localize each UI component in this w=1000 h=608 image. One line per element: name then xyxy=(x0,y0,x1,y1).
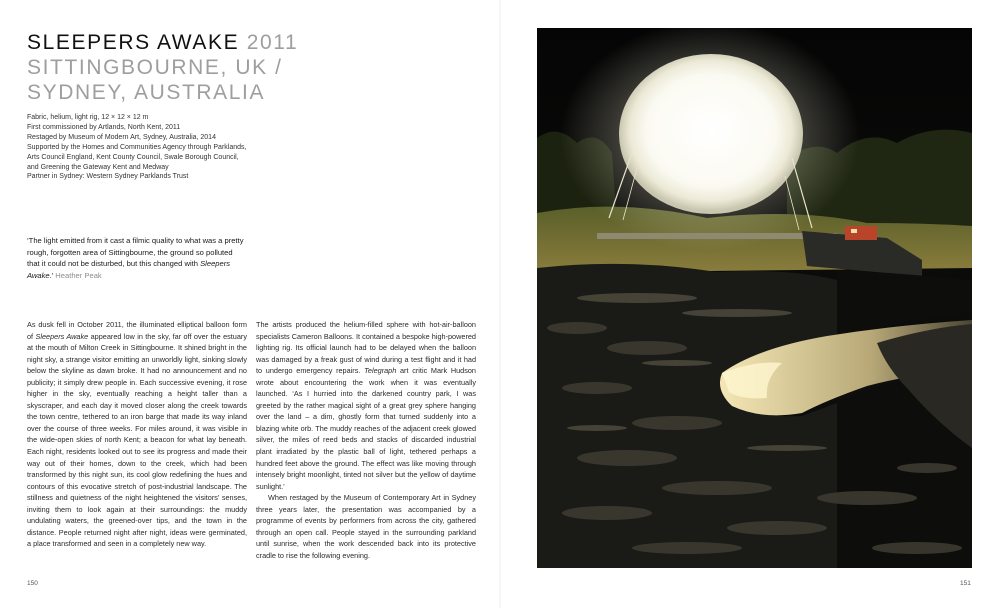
quote-closing: .’ xyxy=(49,270,54,280)
night-balloon-photo xyxy=(537,28,972,568)
body-text: art critic Mark Hudson wrote about encountering the work when it was eventually launched. ‘As I hurried into the darkened country park, I was greeted by the rather magical sight of a great grey sphere hanging over the land – a dim, ghostly form that turned suddenly into a blazing white orb. The muddy reaches of the adjacent creek glowed silver, the miles of reed beds and stacks of discarded industrial plant irradiated by the plastic ball of light, tethered perhaps a hundred feet above the ground. The effect was like moving through intensely bright moonlight, tinted not silver but the yellow of daytime sunlight.’ xyxy=(256,366,476,491)
bridge-deck xyxy=(597,233,837,239)
detail-line: and Greening the Gateway Kent and Medway xyxy=(27,163,169,171)
glowing-balloon xyxy=(619,54,803,214)
quote-text: ‘The light emitted from it cast a filmic quality to what was a pretty rough, forgotten area of Sittingbourne, the ground so polluted that it could not be disturbed, but this changed with xyxy=(27,236,244,269)
photograph xyxy=(537,28,972,568)
pull-quote xyxy=(27,235,247,281)
location-line-2: SYDNEY, AUSTRALIA xyxy=(27,81,266,104)
work-details xyxy=(27,113,357,182)
body-paragraph xyxy=(256,319,476,492)
cabin-window xyxy=(851,229,857,233)
detail-line: Partner in Sydney: Western Sydney Parklands Trust xyxy=(27,173,189,181)
body-paragraph xyxy=(27,319,247,550)
detail-line: Arts Council England, Kent County Council, Swale Borough Council, xyxy=(27,153,239,161)
body-paragraph: When restaged by the Museum of Contemporary Art in Sydney three years later, the presentation was accompanied by a programme of events by performers from across the city, gathered through an open call. People stayed in the surrounding parkland until sunrise, when the work descended back into its protective cradle to rise the following evening. xyxy=(256,493,476,560)
body-text: As dusk fell in October 2011, the illuminated elliptical balloon form of xyxy=(27,320,247,341)
body-text: The artists produced the helium-filled sphere with hot-air-balloon specialists Cameron Balloons. It contained a bespoke high-powered lighting rig. Its official launch had to be delayed when the balloon was damaged by a freak gust of wind during a test flight and it had to undergo emergency repairs. xyxy=(256,320,476,376)
body-italic: Sleepers Awake xyxy=(35,331,89,341)
detail-line: Supported by the Homes and Communities Agency through Parklands, xyxy=(27,143,247,151)
body-text: appeared low in the sky, far off over the estuary at the mouth of Milton Creek in Sittingbourne. It shined bright in the night sky, a strange visitor emitting an unworldly light, sinking slowly below the skyline as dawn broke. It had no announcement and no publicity; it simply drew people in. Each successive evening, it rose higher in the sky, eventually reaching a height taller than a skyscraper, and each day it moved closer along the creek towards the town centre, tethered to an iron barge that made its way inland over the course of three weeks. For miles around, it was visible in the wide-open skies of north Kent; a beacon for what lay beneath. Each night, residents looked out to see its progress and made their way out of their homes, down to the creek, which had been transformed by this night sun, its cool glow redefining the hues and contours of this evocative stretch of post-industrial landscape. The stillness and quietness of the night heightened the visitors’ senses, inviting them to look again at their surroundings: the muddy undulating waters, the greened-over tips, and the town in the distance. People returned night after night, ideas were germinated, a place transformed and seen in a completely new way. xyxy=(27,331,247,549)
quote-attribution: Heather Peak xyxy=(55,270,102,280)
spread-gutter xyxy=(499,0,501,608)
work-year: 2011 xyxy=(246,31,299,54)
page-number-left: 150 xyxy=(27,580,38,587)
detail-line: Restaged by Museum of Modern Art, Sydney, Australia, 2014 xyxy=(27,133,216,141)
body-column-2 xyxy=(256,319,476,561)
quote-work-title: Sleepers Awake xyxy=(27,259,231,280)
detail-line: Fabric, helium, light rig, 12 × 12 × 12 m xyxy=(27,114,149,121)
location-line-1: SITTINGBOURNE, UK / xyxy=(27,56,283,79)
barge-cabin xyxy=(845,226,877,240)
page-title xyxy=(27,30,387,105)
body-column-1 xyxy=(27,319,247,550)
detail-line: First commissioned by Artlands, North Kent, 2011 xyxy=(27,123,181,131)
work-title: SLEEPERS AWAKE xyxy=(27,31,240,54)
page-number-right: 151 xyxy=(960,580,971,587)
body-italic: Telegraph xyxy=(364,366,397,376)
